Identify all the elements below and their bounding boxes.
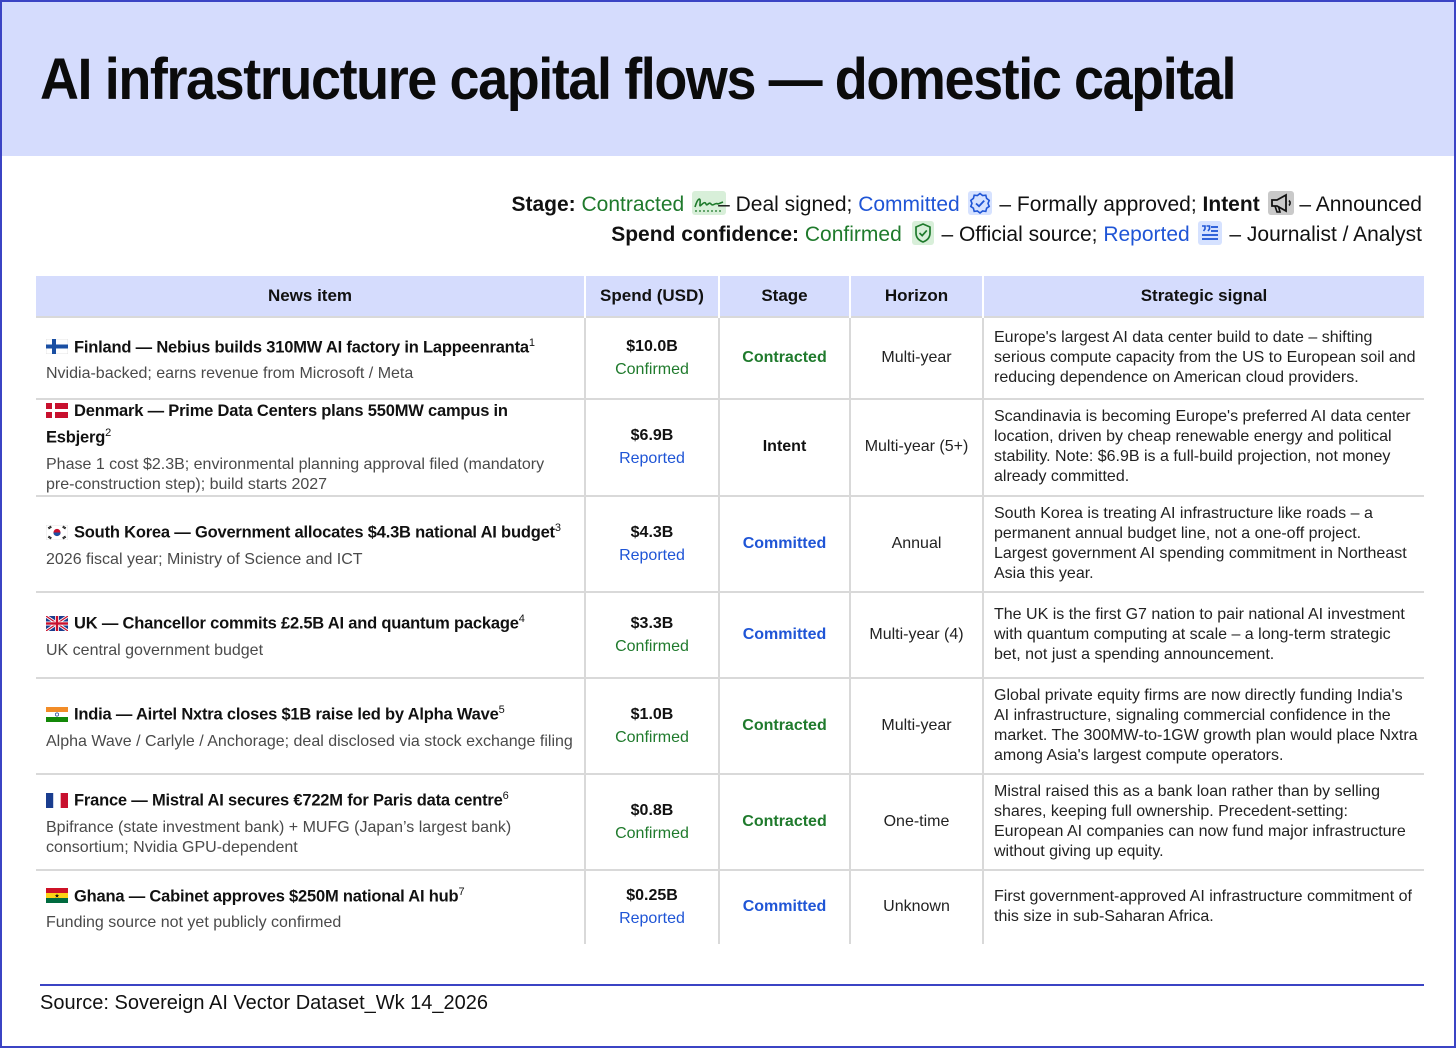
column-header-signal: Strategic signal xyxy=(983,276,1424,317)
stage-cell: Intent xyxy=(719,399,850,496)
spend-amount: $0.25B xyxy=(626,887,678,904)
spend-amount: $4.3B xyxy=(630,523,674,541)
column-header-horizon: Horizon xyxy=(850,276,983,317)
news-title xyxy=(46,332,574,359)
horizon-cell: Multi-year xyxy=(850,678,983,774)
column-header-news: News item xyxy=(36,276,585,317)
signature-icon xyxy=(692,191,716,215)
news-detail: Nvidia-backed; earns revenue from Microsoft / Meta xyxy=(46,365,414,383)
spend-amount: $10.0B xyxy=(626,338,678,355)
finland-flag-icon xyxy=(46,338,68,353)
denmark-flag-icon xyxy=(46,402,68,417)
legend-reported-desc: – Journalist / Analyst xyxy=(1229,223,1422,246)
strategic-signal-cell: The UK is the first G7 nation to pair national AI investment with quantum computing at scale – a long-term strategic bet, not just a spending announcement. xyxy=(983,592,1424,678)
table-row xyxy=(36,870,1424,944)
quote-article-icon xyxy=(1198,221,1222,245)
legend-committed: Committed xyxy=(858,193,960,216)
news-title-text: South Korea — Government allocates $4.3B national AI budget xyxy=(74,523,555,542)
confidence-legend-label: Spend confidence: xyxy=(611,223,800,246)
horizon-cell: Annual xyxy=(850,496,983,592)
news-title xyxy=(46,400,574,449)
news-title-text: Denmark — Prime Data Centers plans 550MW campus in Esbjerg xyxy=(46,402,508,447)
stage-cell: Contracted xyxy=(719,678,850,774)
news-detail: Alpha Wave / Carlyle / Anchorage; deal disclosed via stock exchange filing xyxy=(46,732,573,750)
legend xyxy=(511,190,1422,250)
footer-divider xyxy=(40,984,1424,986)
footnote-ref: 1 xyxy=(528,336,535,349)
spend-confidence: Confirmed xyxy=(615,824,689,842)
news-item-cell xyxy=(36,399,585,496)
title-banner xyxy=(2,2,1454,156)
legend-intent-desc: – Announced xyxy=(1299,193,1422,216)
footnote-ref: 4 xyxy=(518,613,525,626)
india-flag-icon xyxy=(46,706,68,721)
confidence-legend xyxy=(511,220,1422,250)
column-header-stage: Stage xyxy=(719,276,850,317)
spend-confidence: Reported xyxy=(619,450,685,468)
spend-confidence: Reported xyxy=(619,546,685,564)
stage-cell: Contracted xyxy=(719,774,850,870)
strategic-signal-cell: Mistral raised this as a bank loan rather than by selling shares, keeping full ownership. Precedent-setting: European AI companies can now fund major infrastructure without giving up equity. xyxy=(983,774,1424,870)
news-item-cell xyxy=(36,592,585,678)
stage-cell: Contracted xyxy=(719,317,850,399)
news-detail: Bpifrance (state investment bank) + MUFG (Japan’s largest bank) consortium; Nvidia GPU-dependent xyxy=(46,818,512,856)
stage-cell: Committed xyxy=(719,592,850,678)
south-korea-flag-icon xyxy=(46,524,68,539)
france-flag-icon xyxy=(46,792,68,807)
news-title-text: UK — Chancellor commits £2.5B AI and quantum package xyxy=(74,614,519,633)
stage-legend-label: Stage: xyxy=(511,193,576,216)
spend-confidence: Confirmed xyxy=(615,728,689,746)
spend-cell xyxy=(585,496,719,592)
news-title-text: India — Airtel Nxtra closes $1B raise led by Alpha Wave xyxy=(74,705,499,724)
horizon-cell: Multi-year xyxy=(850,317,983,399)
table-row xyxy=(36,592,1424,678)
stage-cell: Committed xyxy=(719,870,850,944)
horizon-cell: Multi-year (4) xyxy=(850,592,983,678)
source-note: Source: Sovereign AI Vector Dataset_Wk 14_2026 xyxy=(40,992,489,1014)
footnote-ref: 6 xyxy=(502,790,509,803)
spend-amount: $6.9B xyxy=(630,427,674,445)
page-title: AI infrastructure capital flows — domestic capital xyxy=(40,46,1236,112)
spend-confidence: Confirmed xyxy=(615,637,689,655)
table-row xyxy=(36,774,1424,870)
strategic-signal-cell: Europe's largest AI data center build to date – shifting serious compute capacity from the US to European soil and reducing dependence on American cloud providers. xyxy=(983,317,1424,399)
news-detail: 2026 fiscal year; Ministry of Science and ICT xyxy=(46,550,363,568)
news-title xyxy=(46,699,574,726)
news-detail: Phase 1 cost $2.3B; environmental planning approval filed (mandatory pre-construction step); build starts 2027 xyxy=(46,455,545,493)
strategic-signal-cell: First government-approved AI infrastructure commitment of this size in sub-Saharan Africa. xyxy=(983,870,1424,944)
spend-cell xyxy=(585,774,719,870)
legend-committed-desc: – Formally approved; xyxy=(999,193,1197,216)
strategic-signal-cell: South Korea is treating AI infrastructure like roads – a permanent annual budget line, not a one-off project. Largest government AI spending commitment in Northeast Asia this year. xyxy=(983,496,1424,592)
capital-flows-table xyxy=(36,276,1424,944)
spend-cell xyxy=(585,592,719,678)
legend-reported: Reported xyxy=(1103,223,1190,246)
stage-cell: Committed xyxy=(719,496,850,592)
spend-confidence: Confirmed xyxy=(615,361,689,378)
table-row xyxy=(36,399,1424,496)
legend-intent: Intent xyxy=(1202,193,1260,216)
footnote-ref: 5 xyxy=(498,704,505,717)
megaphone-icon xyxy=(1268,191,1292,215)
news-title-text: Ghana — Cabinet approves $250M national AI hub xyxy=(74,887,459,906)
legend-confirmed: Confirmed xyxy=(804,223,902,246)
legend-contracted: Contracted xyxy=(581,193,685,216)
ghana-flag-icon xyxy=(46,887,68,902)
horizon-cell: One-time xyxy=(850,774,983,870)
news-item-cell xyxy=(36,317,585,399)
table-row xyxy=(36,317,1424,399)
spend-amount: $1.0B xyxy=(630,705,674,723)
horizon-cell: Multi-year (5+) xyxy=(850,399,983,496)
legend-contracted-desc: – Deal signed; xyxy=(718,193,853,216)
spend-cell xyxy=(585,317,719,399)
table-row xyxy=(36,496,1424,592)
spend-cell xyxy=(585,399,719,496)
news-detail: Funding source not yet publicly confirmed xyxy=(46,914,342,932)
table-row xyxy=(36,678,1424,774)
strategic-signal-cell: Scandinavia is becoming Europe's preferred AI data center location, driven by cheap renewable energy and political stability. Note: $6.9B is a full-build projection, not money already committed. xyxy=(983,399,1424,496)
news-title-text: France — Mistral AI secures €722M for Paris data centre xyxy=(74,791,503,810)
news-item-cell xyxy=(36,496,585,592)
news-item-cell xyxy=(36,678,585,774)
verified-badge-icon xyxy=(968,191,992,215)
shield-check-icon xyxy=(910,221,934,245)
horizon-cell: Unknown xyxy=(850,870,983,944)
table-header-row xyxy=(36,276,1424,317)
news-title xyxy=(46,881,574,908)
spend-amount: $0.8B xyxy=(630,801,674,819)
news-detail: UK central government budget xyxy=(46,641,264,659)
news-title-text: Finland — Nebius builds 310MW AI factory in Lappeenranta xyxy=(74,338,529,357)
spend-cell xyxy=(585,678,719,774)
uk-flag-icon xyxy=(46,615,68,630)
news-title xyxy=(46,517,574,544)
footnote-ref: 3 xyxy=(554,522,561,535)
column-header-spend: Spend (USD) xyxy=(585,276,719,317)
legend-confirmed-desc: – Official source; xyxy=(941,223,1098,246)
spend-amount: $3.3B xyxy=(630,614,674,632)
spend-cell xyxy=(585,870,719,944)
news-item-cell xyxy=(36,870,585,944)
news-title xyxy=(46,608,574,635)
news-item-cell xyxy=(36,774,585,870)
footnote-ref: 2 xyxy=(105,427,112,439)
news-title xyxy=(46,785,574,812)
footnote-ref: 7 xyxy=(458,885,465,898)
strategic-signal-cell: Global private equity firms are now directly funding India's AI infrastructure, signaling commercial confidence in the market. The 300MW-to-1GW growth plan would place Nxtra among Asia's largest compute operators. xyxy=(983,678,1424,774)
stage-legend xyxy=(511,190,1422,220)
spend-confidence: Reported xyxy=(619,910,685,927)
